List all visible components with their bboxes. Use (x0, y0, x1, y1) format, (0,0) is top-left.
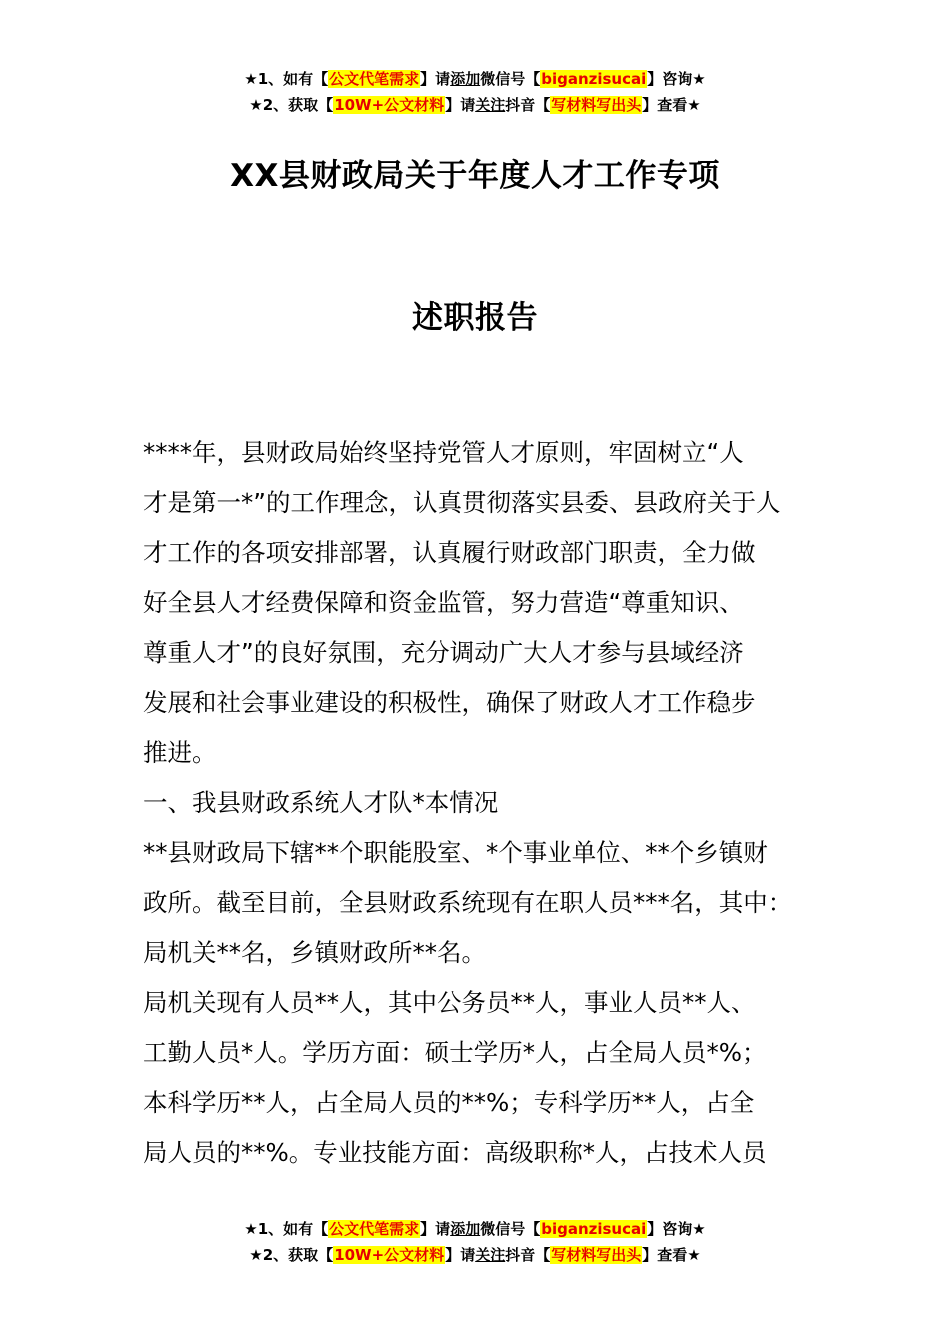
body-line: 局人员的**%。专业技能方面：高级职称*人，占技术人员 (143, 1138, 767, 1167)
section-heading: 一、我县财政系统人才队*本情况 (143, 788, 499, 817)
banner-text: 】请 (420, 1220, 451, 1238)
banner-highlight: biganzisucai (541, 1220, 647, 1238)
body-line: **县财政局下辖**个职能股室、*个事业单位、**个乡镇财 (143, 838, 768, 867)
banner-underlined: 关注 (475, 1246, 506, 1264)
banner-highlight: 写材料写出头 (551, 96, 642, 114)
banner-text: 】查看★ (642, 1246, 701, 1264)
body-line: 发展和社会事业建设的积极性，确保了财政人才工作稳步 (143, 688, 756, 717)
banner-highlight: 公文代笔需求 (329, 70, 420, 88)
body-line: ****年，县财政局始终坚持党管人才原则，牢固树立“人 (143, 438, 744, 467)
banner-highlight: biganzisucai (541, 70, 647, 88)
document-title-line-2: 述职报告 (412, 300, 538, 336)
body-line: 本科学历**人，占全局人员的**%；专科学历**人，占全 (143, 1088, 755, 1117)
banner-text: 】请 (445, 96, 476, 114)
body-line: 推进。 (143, 738, 217, 767)
banner-text: 】咨询★ (647, 1220, 706, 1238)
banner-text: 】咨询★ (647, 70, 706, 88)
banner-text: ★2、获取【 (249, 1246, 334, 1264)
body-line: 才工作的各项安排部署，认真履行财政部门职责，全力做 (143, 538, 756, 567)
body-line: 尊重人才”的良好氛围，充分调动广大人才参与县域经济 (143, 638, 744, 667)
banner-text: 】查看★ (642, 96, 701, 114)
banner-line-1 (0, 66, 950, 92)
body-line: 工勤人员*人。学历方面：硕士学历*人，占全局人员*%； (143, 1038, 767, 1067)
banner-text: 抖音【 (505, 1246, 551, 1264)
banner-text: ★2、获取【 (249, 96, 334, 114)
banner-underlined: 关注 (475, 96, 506, 114)
banner-highlight: 写材料写出头 (551, 1246, 642, 1264)
banner-highlight: 10W+公文材料 (334, 1246, 445, 1264)
footer-banner (0, 1216, 950, 1268)
banner-text: 】请 (445, 1246, 476, 1264)
banner-highlight: 公文代笔需求 (329, 1220, 420, 1238)
banner-line-2 (0, 92, 950, 118)
banner-line-2 (0, 1242, 950, 1268)
banner-text: ★1、如有【 (244, 70, 329, 88)
body-line: 好全县人才经费保障和资金监管，努力营造“尊重知识、 (143, 588, 744, 617)
banner-text: 微信号【 (480, 70, 541, 88)
banner-text: ★1、如有【 (244, 1220, 329, 1238)
body-line: 局机关现有人员**人，其中公务员**人，事业人员**人、 (143, 988, 756, 1017)
document-body (143, 428, 843, 1178)
banner-text: 】请 (420, 70, 451, 88)
header-banner (0, 66, 950, 118)
banner-highlight: 10W+公文材料 (334, 96, 445, 114)
banner-text: 微信号【 (480, 1220, 541, 1238)
banner-text: 抖音【 (505, 96, 551, 114)
banner-underlined: 添加 (450, 70, 481, 88)
banner-underlined: 添加 (450, 1220, 481, 1238)
body-line: 才是第一*”的工作理念，认真贯彻落实县委、县政府关于人 (143, 488, 781, 517)
document-title-line-1: XX县财政局关于年度人才工作专项 (230, 158, 720, 194)
banner-line-1 (0, 1216, 950, 1242)
body-line: 局机关**名，乡镇财政所**名。 (143, 938, 486, 967)
body-line: 政所。截至目前，全县财政系统现有在职人员***名，其中： (143, 888, 793, 917)
